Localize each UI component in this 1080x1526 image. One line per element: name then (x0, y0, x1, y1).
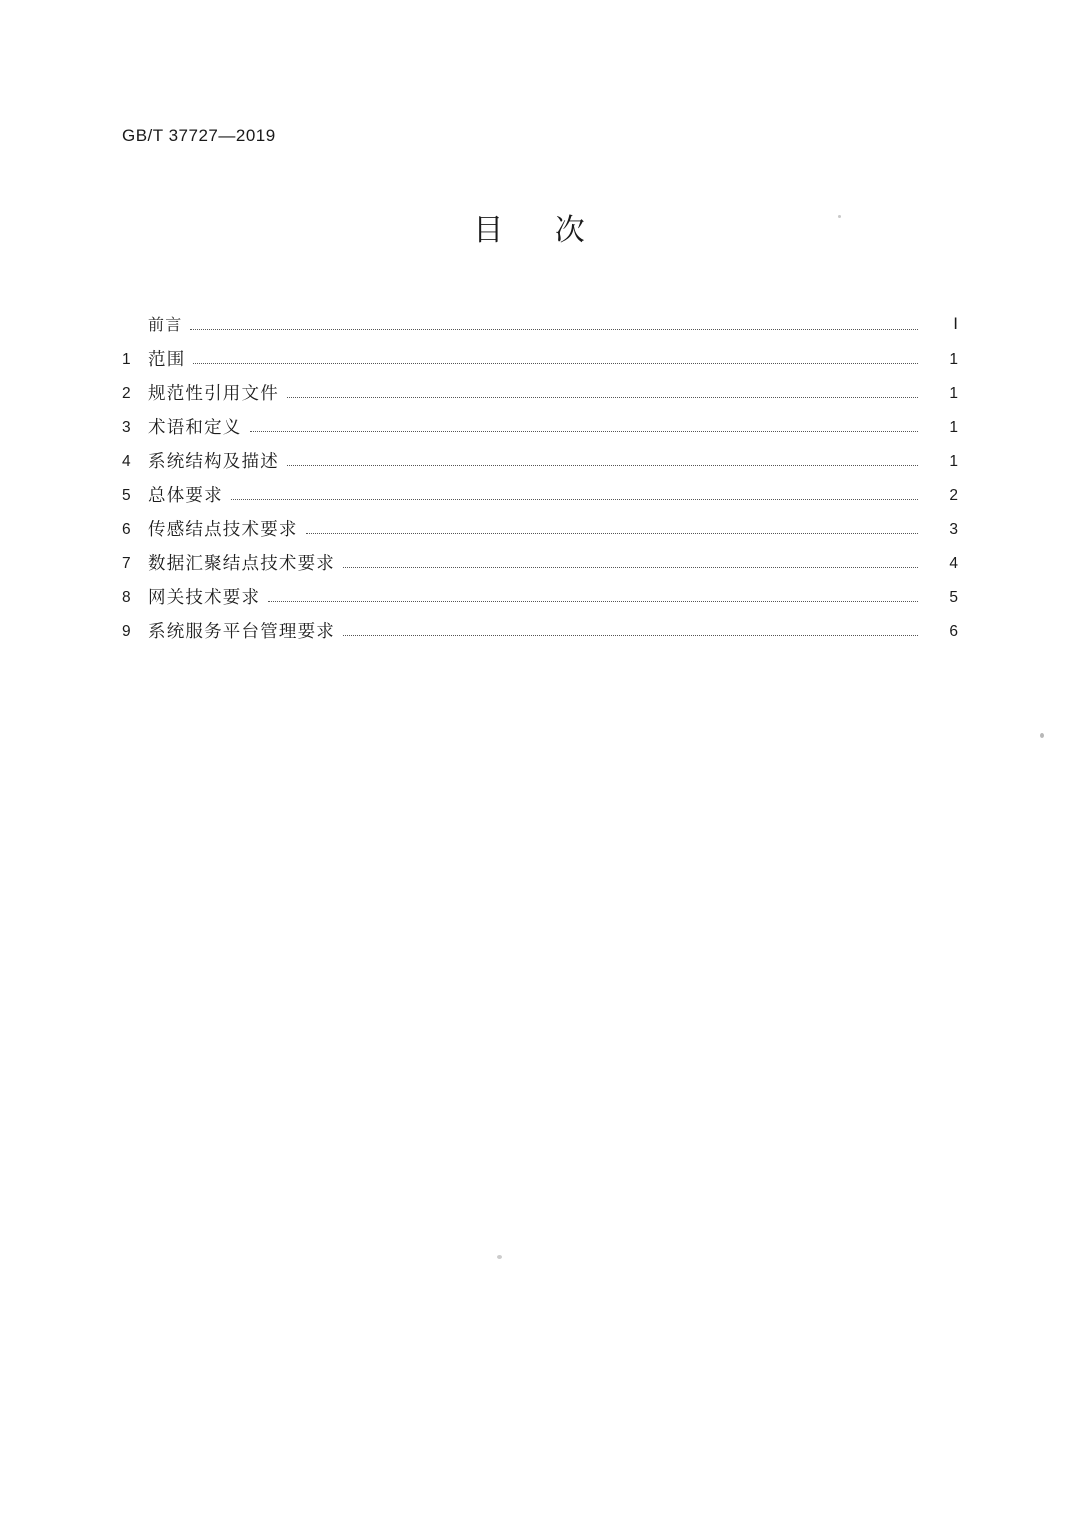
toc-number: 6 (122, 520, 131, 538)
toc-label: 系统结构及描述 (148, 450, 279, 471)
leader-dots (193, 362, 918, 364)
toc-number: 4 (122, 452, 131, 470)
toc-page-number: Ⅰ (953, 316, 958, 333)
toc-page-number: 1 (949, 350, 958, 368)
leader-dots (343, 566, 918, 568)
leader-dots (287, 464, 918, 466)
leader-dots (231, 498, 918, 500)
toc-label: 范围 (148, 348, 186, 369)
leader-dots (287, 396, 918, 398)
toc-page-number: 1 (949, 452, 958, 470)
leader-dots (250, 430, 919, 432)
toc-number: 9 (122, 622, 131, 640)
toc-number (122, 333, 148, 334)
toc-label: 传感结点技术要求 (148, 518, 298, 539)
toc-page-number: 1 (949, 418, 958, 436)
toc-label: 系统服务平台管理要求 (148, 620, 335, 641)
leader-dots (268, 600, 918, 602)
toc-number: 2 (122, 384, 131, 402)
page-title: 目 次 (473, 214, 607, 247)
list-item[interactable] (122, 402, 958, 436)
list-item[interactable] (122, 334, 958, 368)
toc-page-number: 3 (949, 520, 958, 538)
toc-page-number: 5 (949, 588, 958, 606)
toc-page-number: 1 (949, 384, 958, 402)
toc-number: 1 (122, 350, 131, 368)
toc-number: 7 (122, 554, 131, 572)
scan-artifact (838, 215, 841, 218)
list-item[interactable] (122, 300, 958, 334)
toc-page-number: 6 (949, 622, 958, 640)
toc-number: 3 (122, 418, 131, 436)
leader-dots (306, 532, 918, 534)
leader-dots (190, 328, 918, 330)
list-item[interactable] (122, 436, 958, 470)
list-item[interactable] (122, 572, 958, 606)
list-item[interactable] (122, 470, 958, 504)
toc-page-number: 2 (949, 486, 958, 504)
standard-code: GB/T 37727—2019 (122, 126, 276, 145)
list-item[interactable] (122, 504, 958, 538)
scan-artifact (1040, 733, 1044, 738)
list-item[interactable] (122, 538, 958, 572)
table-of-contents (122, 300, 958, 640)
toc-number: 5 (122, 486, 131, 504)
toc-label: 总体要求 (148, 484, 223, 505)
toc-label: 规范性引用文件 (148, 382, 279, 403)
list-item[interactable] (122, 368, 958, 402)
toc-label: 术语和定义 (148, 416, 242, 437)
toc-number: 8 (122, 588, 131, 606)
list-item[interactable] (122, 606, 958, 640)
toc-label: 前言 (148, 317, 183, 334)
toc-label: 网关技术要求 (148, 586, 261, 607)
leader-dots (343, 634, 918, 636)
scan-artifact (497, 1255, 502, 1259)
toc-page-number: 4 (949, 554, 958, 572)
toc-label: 数据汇聚结点技术要求 (148, 552, 335, 573)
